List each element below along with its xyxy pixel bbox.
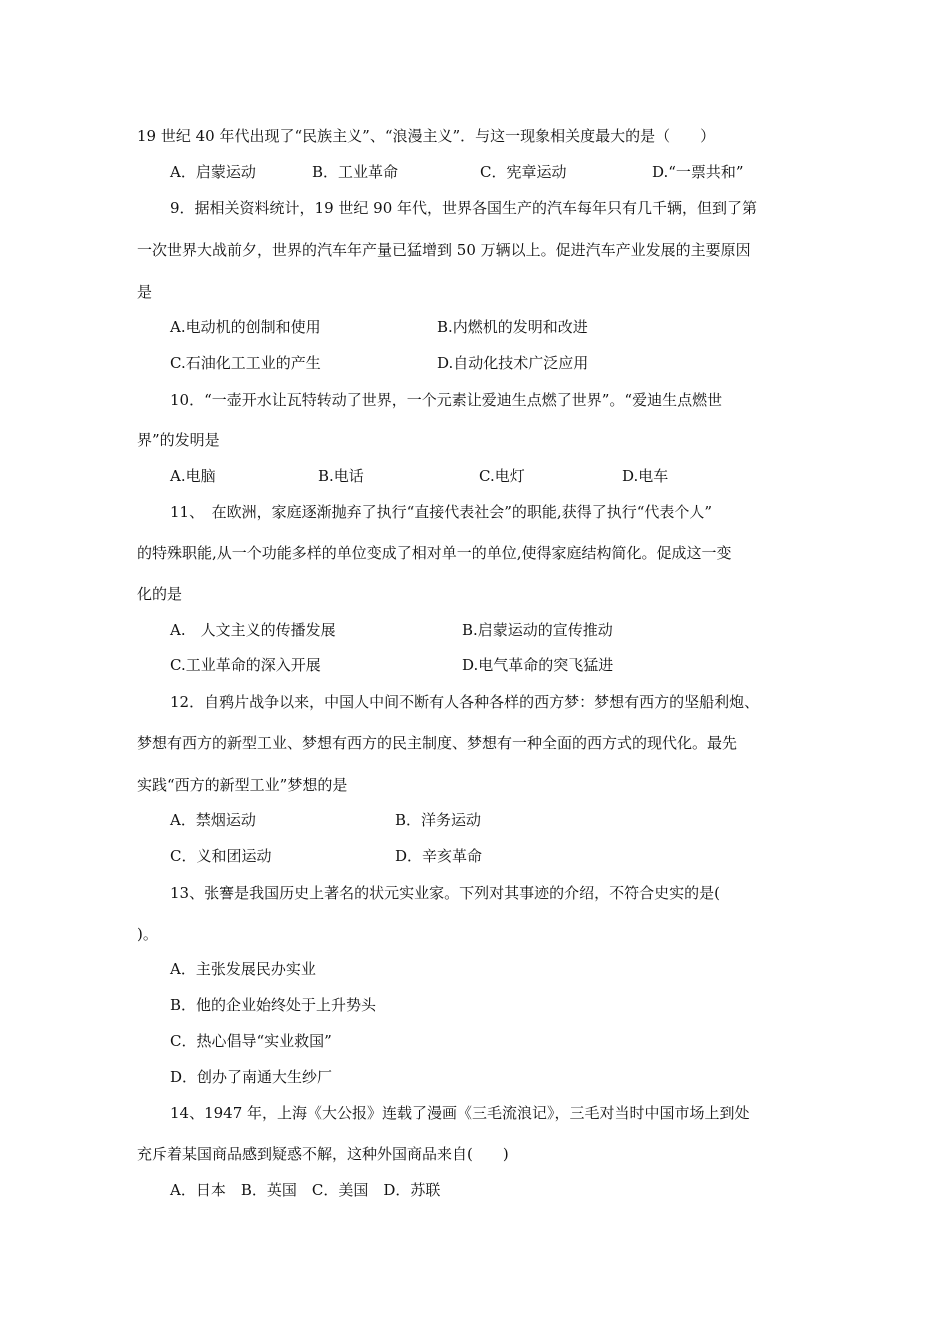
q11-stem-line2: 的特殊职能,从一个功能多样的单位变成了相对单一的单位,使得家庭结构简化。促成这一变: [137, 544, 732, 562]
q12-option-d: D．辛亥革命: [395, 847, 483, 865]
q10-option-b: B.电话: [318, 467, 364, 485]
q13-option-a: A．主张发展民办实业: [170, 960, 316, 978]
q10-option-a: A.电脑: [170, 467, 216, 485]
q14-stem-line1: 14、1947 年，上海《大公报》连载了漫画《三毛流浪记》，三毛对当时中国市场上到处: [170, 1104, 750, 1122]
q10-option-d: D.电车: [622, 467, 669, 485]
q8-option-c: C．宪章运动: [480, 163, 567, 181]
q11-option-b: B.启蒙运动的宣传推动: [462, 621, 613, 639]
q8-option-d: D.“一票共和”: [652, 163, 744, 181]
q10-option-c: C.电灯: [479, 467, 525, 485]
q13-option-c: C．热心倡导“实业救国”: [170, 1032, 332, 1050]
q8-option-a: A．启蒙运动: [170, 163, 256, 181]
q14-options: A．日本 B．英国 C．美国 D．苏联: [170, 1181, 441, 1199]
q11-option-a: A. 人文主义的传播发展: [170, 621, 336, 639]
q13-stem-line2: )。: [137, 925, 158, 943]
q12-option-a: A．禁烟运动: [170, 811, 256, 829]
q12-option-c: C．义和团运动: [170, 847, 272, 865]
q9-option-a: A.电动机的创制和使用: [170, 318, 321, 336]
q9-option-b: B.内燃机的发明和改进: [437, 318, 588, 336]
q9-option-d: D.自动化技术广泛应用: [437, 354, 589, 372]
q9-stem-line1: 9．据相关资料统计，19 世纪 90 年代，世界各国生产的汽车每年只有几千辆，但到了第: [170, 199, 758, 217]
q8-stem: 19 世纪 40 年代出现了“民族主义”、“浪漫主义”．与这一现象相关度最大的是（ ）: [137, 127, 716, 145]
q10-stem-line1: 10．“一壶开水让瓦特转动了世界，一个元素让爱迪生点燃了世界”。“爱迪生点燃世: [170, 391, 723, 409]
q12-stem-line2: 梦想有西方的新型工业、梦想有西方的民主制度、梦想有一种全面的西方式的现代化。最先: [137, 734, 738, 752]
q11-stem-line3: 化的是: [137, 585, 183, 603]
q13-stem-line1: 13、张謇是我国历史上著名的状元实业家。下列对其事迹的介绍，不符合史实的是(: [170, 884, 720, 902]
q11-stem-line1: 11、 在欧洲，家庭逐渐抛弃了执行“直接代表社会”的职能,获得了执行“代表个人”: [170, 503, 713, 521]
q10-stem-line2: 界”的发明是: [137, 431, 220, 449]
q11-option-c: C.工业革命的深入开展: [170, 656, 321, 674]
q12-stem-line3: 实践“西方的新型工业”梦想的是: [137, 776, 348, 794]
q8-option-b: B．工业革命: [312, 163, 399, 181]
q13-option-d: D．创办了南通大生纱厂: [170, 1068, 333, 1086]
q9-stem-line3: 是: [137, 283, 153, 301]
q11-option-d: D.电气革命的突飞猛进: [462, 656, 614, 674]
q12-stem-line1: 12．自鸦片战争以来，中国人中间不断有人各种各样的西方梦：梦想有西方的坚船利炮、: [170, 693, 760, 711]
q12-option-b: B．洋务运动: [395, 811, 482, 829]
q14-stem-line2: 充斥着某国商品感到疑惑不解，这种外国商品来自( ): [137, 1145, 509, 1163]
q13-option-b: B．他的企业始终处于上升势头: [170, 996, 377, 1014]
q9-stem-line2: 一次世界大战前夕，世界的汽车年产量已猛增到 50 万辆以上。促进汽车产业发展的主要原因: [137, 241, 751, 259]
q9-option-c: C.石油化工工业的产生: [170, 354, 321, 372]
